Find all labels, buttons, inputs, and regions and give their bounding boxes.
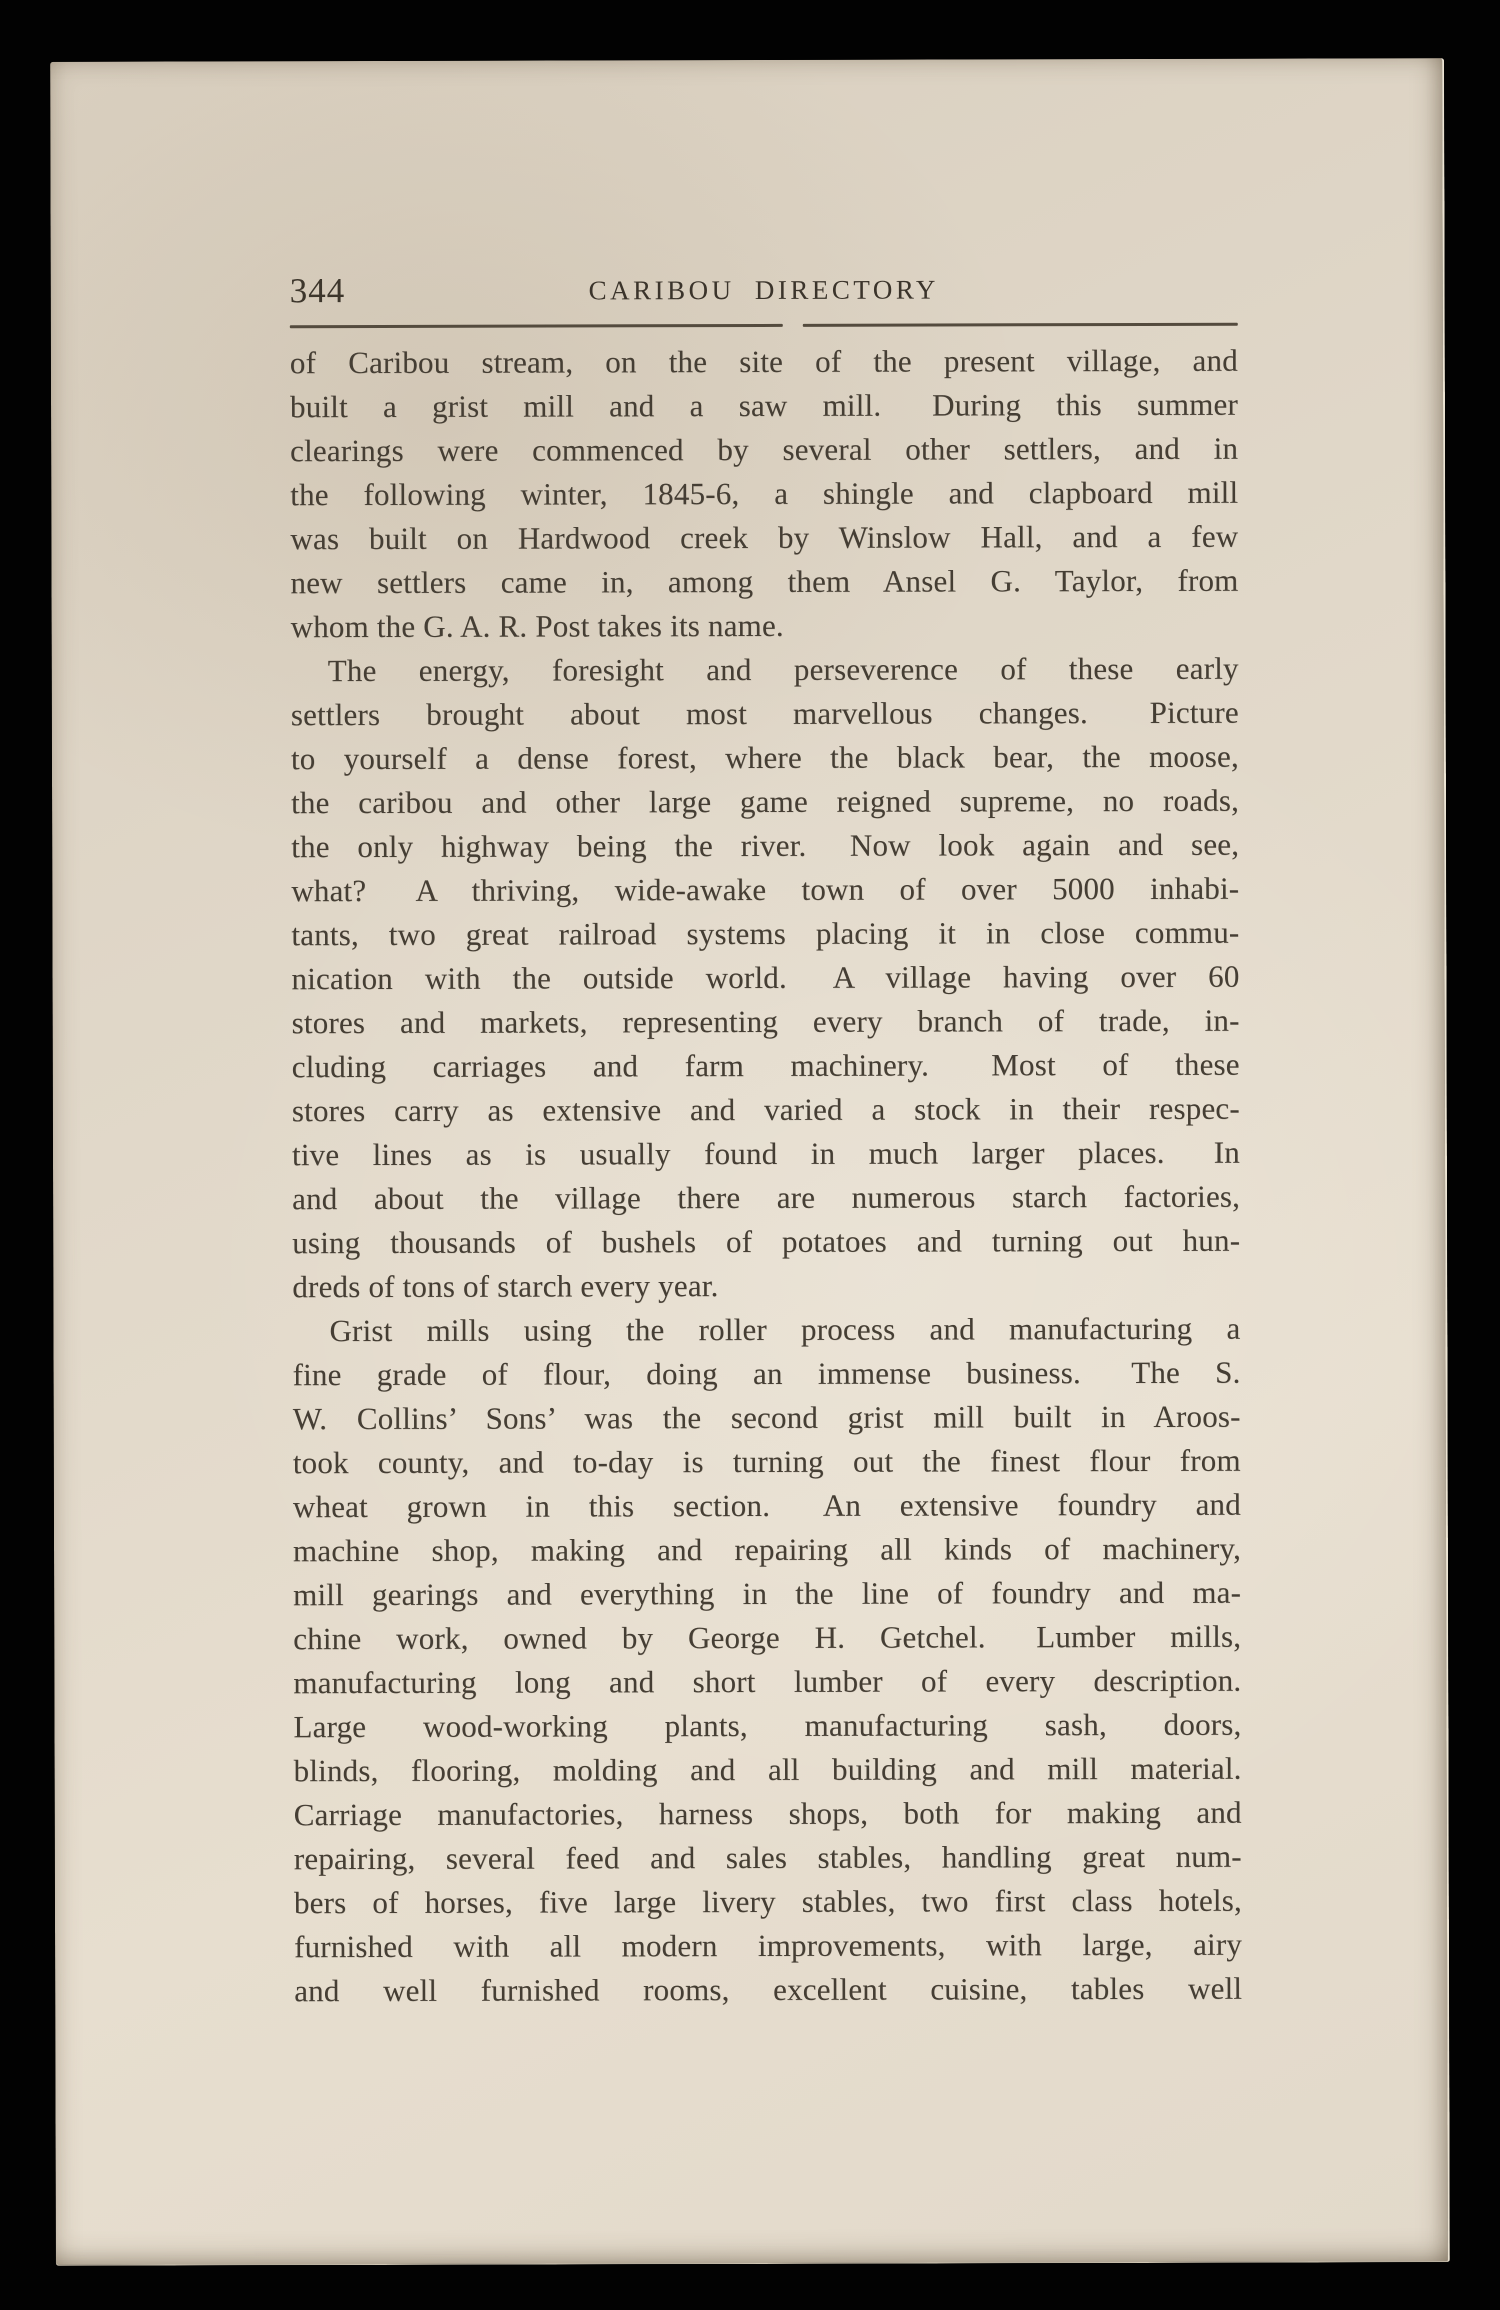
text-line: the following winter, 1845-6, a shingle and clapboard mill (290, 474, 1239, 513)
book-page (50, 58, 1450, 2266)
text-line: manufacturing long and short lumber of every description. (293, 1662, 1242, 1701)
page-content (51, 261, 1448, 2014)
text-line: The energy, foresight and perseverence of these early (327, 650, 1239, 689)
text-line: whom the G. A. R. Post takes its name. (290, 607, 784, 645)
body-text (290, 339, 1242, 2013)
text-line: furnished with all modern improvements, with large, airy (294, 1926, 1243, 1965)
text-line: Grist mills using the roller process and manufacturing a (329, 1310, 1241, 1349)
text-line: took county, and to-day is turning out the finest flour from (292, 1442, 1241, 1481)
text-line: built a grist mill and a saw mill. During this summer (289, 386, 1239, 425)
text-line: cluding carriages and farm machinery. Most of these (291, 1046, 1240, 1085)
text-line: of Caribou stream, on the site of the present village, and (289, 342, 1238, 381)
text-line: stores carry as extensive and varied a stock in their respec- (291, 1090, 1240, 1129)
text-line: chine work, owned by George H. Getchel. Lumber mills, (293, 1618, 1242, 1657)
text-line: dreds of tons of starch every year. (292, 1268, 719, 1305)
text-line: wheat grown in this section. An extensive foundry and (292, 1486, 1241, 1525)
header-rule-right-segment (803, 323, 1238, 327)
text-line: nication with the outside world. A village having over 60 (291, 958, 1240, 997)
text-line: machine shop, making and repairing all kinds of machinery, (292, 1530, 1242, 1569)
text-line: what? A thriving, wide-awake town of over 5000 inhabi- (291, 870, 1240, 909)
text-line: mill gearings and everything in the line of foundry and ma- (293, 1574, 1242, 1613)
text-line: W. Collins’ Sons’ was the second grist mill built in Aroos- (292, 1398, 1241, 1437)
text-line: settlers brought about most marvellous changes. Picture (290, 694, 1239, 733)
header-rule-left-segment (290, 324, 783, 328)
text-line: the only highway being the river. Now look again and see, (291, 826, 1240, 865)
text-line: Carriage manufactories, harness shops, both for making and (293, 1794, 1242, 1833)
text-line: fine grade of flour, doing an immense business. The S. (292, 1354, 1241, 1393)
text-line: repairing, several feed and sales stables, handling great num- (293, 1838, 1242, 1877)
page-number: 344 (289, 271, 346, 311)
text-line: was built on Hardwood creek by Winslow Hall, and a few (290, 518, 1239, 557)
page-header (289, 262, 1238, 311)
text-line: tants, two great railroad systems placing it in close commu- (291, 914, 1240, 953)
text-line: Large wood-working plants, manufacturing sash, doors, (293, 1706, 1242, 1745)
text-line: blinds, flooring, molding and all building and mill material. (293, 1750, 1242, 1789)
text-line: using thousands of bushels of potatoes and turning out hun- (292, 1222, 1241, 1261)
text-line: tive lines as is usually found in much larger places. In (291, 1134, 1241, 1173)
text-line: to yourself a dense forest, where the black bear, the moose, (290, 738, 1239, 777)
text-line: stores and markets, representing every branch of trade, in- (291, 1002, 1240, 1041)
text-line: new settlers came in, among them Ansel G. Taylor, from (290, 562, 1239, 601)
text-line: the caribou and other large game reigned supreme, no roads, (291, 782, 1240, 821)
text-line: and about the village there are numerous starch factories, (292, 1178, 1241, 1217)
page-title: CARIBOU DIRECTORY (588, 274, 939, 306)
text-line: and well furnished rooms, excellent cuisine, tables well (294, 1970, 1243, 2009)
text-line: bers of horses, five large livery stables, two first class hotels, (293, 1882, 1242, 1921)
text-line: clearings were commenced by several other settlers, and in (290, 430, 1239, 469)
header-rule (290, 323, 1238, 328)
